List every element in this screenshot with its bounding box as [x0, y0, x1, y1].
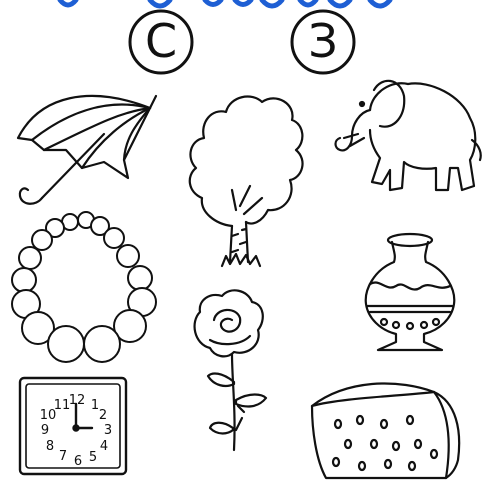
clock-number-3: 3	[103, 423, 113, 438]
clock-number-6: 6	[73, 454, 83, 469]
letter-right: З	[308, 14, 338, 68]
wall-clock-icon	[20, 378, 126, 474]
clock-number-5: 5	[88, 450, 98, 465]
cheese-icon	[312, 383, 459, 478]
clock-number-12: 12	[68, 393, 86, 408]
clock-number-1: 1	[90, 398, 100, 413]
clock-number-7: 7	[58, 449, 68, 464]
clock-number-8: 8	[45, 439, 55, 454]
letter-left: С	[144, 14, 178, 68]
clock-number-9: 9	[40, 423, 50, 438]
clock-number-11: 11	[53, 398, 71, 413]
clock-number-2: 2	[98, 408, 108, 423]
clock-number-4: 4	[99, 439, 109, 454]
clock-number-10: 10	[39, 408, 57, 423]
